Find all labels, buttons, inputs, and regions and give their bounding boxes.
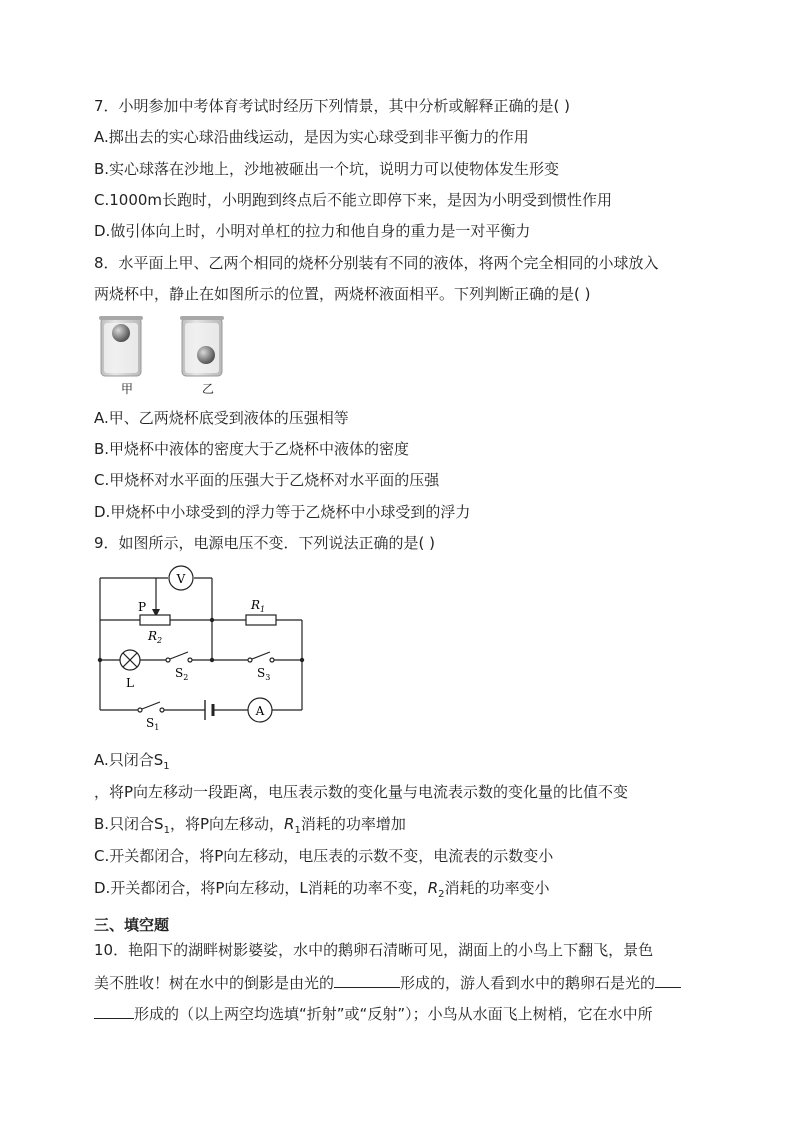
q7-option-d: D.做引体向上时，小明对单杠的拉力和他自身的重力是一对平衡力: [94, 222, 531, 240]
resistor-r1-icon: [246, 615, 276, 625]
answer-blank-2-start[interactable]: [655, 971, 681, 988]
q8-stem-line1: 8．水平面上甲、乙两个相同的烧杯分别装有不同的液体，将两个完全相同的小球放入: [94, 254, 659, 272]
q8-option-d: D.甲烧杯中小球受到的浮力等于乙烧杯中小球受到的浮力: [94, 503, 471, 521]
q9-option-a-line2: ，将P向左移动一段距离，电压表示数的变化量与电流表示数的变化量的比值不变: [94, 783, 629, 801]
q7-option-a: A.掷出去的实心球沿曲线运动，是因为实心球受到非平衡力的作用: [94, 128, 529, 146]
answer-blank-1[interactable]: [334, 971, 400, 988]
r2-label: $R_2$: [148, 629, 163, 645]
ammeter-label: A: [255, 704, 265, 718]
lamp-icon: [120, 650, 140, 670]
beakers-figure: [96, 314, 246, 380]
q7-stem: 7．小明参加中考体育考试时经历下列情景，其中分析或解释正确的是( ): [94, 97, 571, 115]
battery-icon: [205, 700, 213, 720]
voltmeter-label: V: [176, 572, 186, 586]
s2-label: $S_2$: [175, 666, 189, 682]
resistor-r2-icon: [140, 615, 170, 625]
label-jia: 甲: [121, 382, 134, 396]
r1-label: $R_1$: [251, 598, 266, 614]
q9-stem: 9．如图所示，电源电压不变．下列说法正确的是( ): [94, 534, 436, 552]
q8-option-b: B.甲烧杯中液体的密度大于乙烧杯中液体的密度: [94, 440, 410, 458]
section-title: 三、填空题: [94, 916, 170, 934]
q7-option-b: B.实心球落在沙地上，沙地被砸出一个坑，说明力可以使物体发生形变: [94, 160, 560, 178]
q9-option-a-line1: A.只闭合$S_1$: [94, 751, 170, 772]
q10-line2: 美不胜收！树在水中的倒影是由光的 形成的，游人看到水中的鹅卵石是光的: [94, 971, 681, 993]
circuit-diagram: [90, 562, 320, 740]
switch-s2-icon: [166, 652, 192, 662]
q9-option-d: D.开关都闭合，将P向左移动，L消耗的功率不变，$R_2$消耗的功率变小: [94, 879, 550, 900]
ball-jia: [112, 324, 130, 342]
lamp-label: L: [126, 676, 134, 690]
beaker-jia: [99, 316, 143, 376]
switch-s3-icon: [248, 652, 274, 662]
answer-blank-2-end[interactable]: [94, 1002, 134, 1019]
switch-s1-icon: [138, 702, 164, 712]
beaker-yi: [180, 316, 224, 376]
q8-stem-line2: 两烧杯中，静止在如图所示的位置，两烧杯液面相平。下列判断正确的是( ): [94, 285, 591, 303]
s1-label: $S_1$: [146, 716, 160, 732]
label-yi: 乙: [202, 382, 215, 396]
q9-option-c: C.开关都闭合，将P向左移动，电压表的示数不变，电流表的示数变小: [94, 847, 554, 865]
q10-line3: 形成的（以上两空均选填“折射”或“反射”）；小鸟从水面飞上树梢，它在水中所: [94, 1002, 653, 1024]
q9-option-b: B.只闭合$S_1$，将P向左移动，$R_1$消耗的功率增加: [94, 815, 406, 836]
q8-option-a: A.甲、乙两烧杯底受到液体的压强相等: [94, 409, 349, 427]
q7-option-c: C.1000m长跑时，小明跑到终点后不能立即停下来，是因为小明受到惯性作用: [94, 191, 613, 209]
slider-p-label: P: [138, 600, 147, 614]
q8-option-c: C.甲烧杯对水平面的压强大于乙烧杯对水平面的压强: [94, 471, 440, 489]
ball-yi: [197, 346, 215, 364]
s3-label: $S_3$: [257, 666, 271, 682]
q10-line1: 10．艳阳下的湖畔树影婆娑，水中的鹅卵石清晰可见，湖面上的小鸟上下翻飞，景色: [94, 941, 654, 959]
